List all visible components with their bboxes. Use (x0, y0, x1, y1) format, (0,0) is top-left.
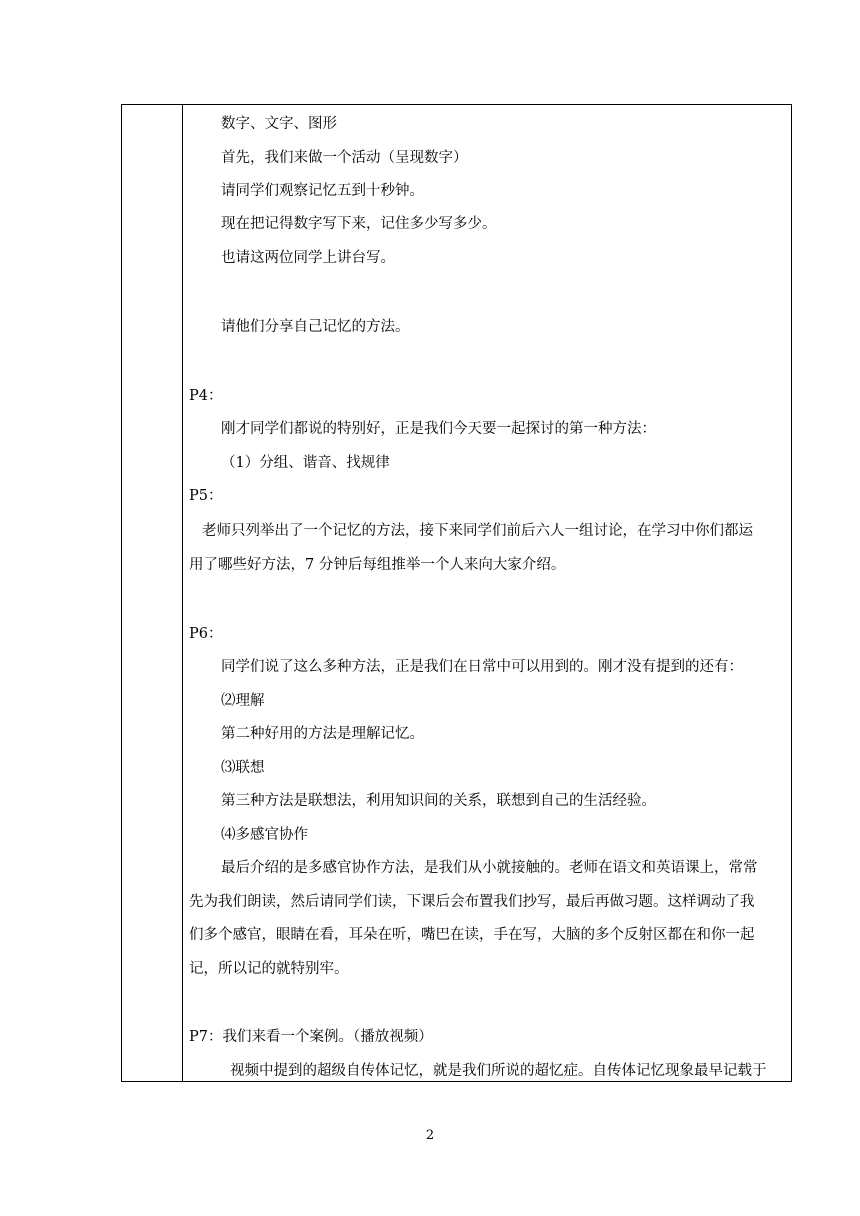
text-line: （1）分组、谐音、找规律 (221, 455, 390, 471)
section-heading: P6： (189, 626, 223, 642)
text-line: 首先，我们来做一个活动（呈现数字） (221, 150, 468, 166)
text-line: 老师只列举出了一个记忆的方法，接下来同学们前后六人一组讨论，在学习中你们都运 (202, 523, 753, 539)
text-line: 第二种好用的方法是理解记忆。 (221, 726, 424, 742)
text-line: 请他们分享自己记忆的方法。 (221, 319, 410, 335)
page-number: 2 (425, 1128, 435, 1143)
text-line: ⑷多感官协作 (221, 827, 308, 843)
text-line: 用了哪些好方法，7 分钟后每组推举一个人来向大家介绍。 (189, 557, 566, 573)
lesson-table (121, 104, 792, 1082)
text-line: 数字、文字、图形 (221, 116, 337, 132)
section-heading: P5： (189, 488, 223, 504)
text-line: 刚才同学们都说的特别好，正是我们今天要一起探讨的第一种方法： (221, 421, 656, 437)
text-line: 同学们说了这么多种方法，正是我们在日常中可以用到的。刚才没有提到的还有： (221, 659, 743, 675)
text-line: 记，所以记的就特别牢。 (189, 961, 349, 977)
text-line: ⑵理解 (221, 693, 265, 709)
text-line: 第三种方法是联想法，利用知识间的关系，联想到自己的生活经验。 (221, 793, 656, 809)
section-heading: P4： (189, 388, 223, 404)
text-line: 视频中提到的超级自传体记忆，就是我们所说的超忆症。自传体记忆现象最早记载于 (230, 1063, 767, 1079)
text-line: 最后介绍的是多感官协作方法，是我们从小就接触的。老师在语文和英语课上，常常 (221, 860, 758, 876)
lesson-content-cell (183, 105, 791, 1081)
text-line: 们多个感官，眼睛在看，耳朵在听，嘴巴在读，手在写，大脑的多个反射区都在和你一起 (189, 927, 755, 943)
text-line: 也请这两位同学上讲台写。 (221, 250, 395, 266)
section-heading: P7：我们来看一个案例。（播放视频） (189, 1029, 433, 1045)
text-line: 先为我们朗读，然后请同学们读，下课后会布置我们抄写，最后再做习题。这样调动了我 (189, 894, 755, 910)
text-line: 现在把记得数字写下来，记住多少写多少。 (221, 216, 497, 232)
text-line: ⑶联想 (221, 760, 265, 776)
text-line: 请同学们观察记忆五到十秒钟。 (221, 183, 424, 199)
